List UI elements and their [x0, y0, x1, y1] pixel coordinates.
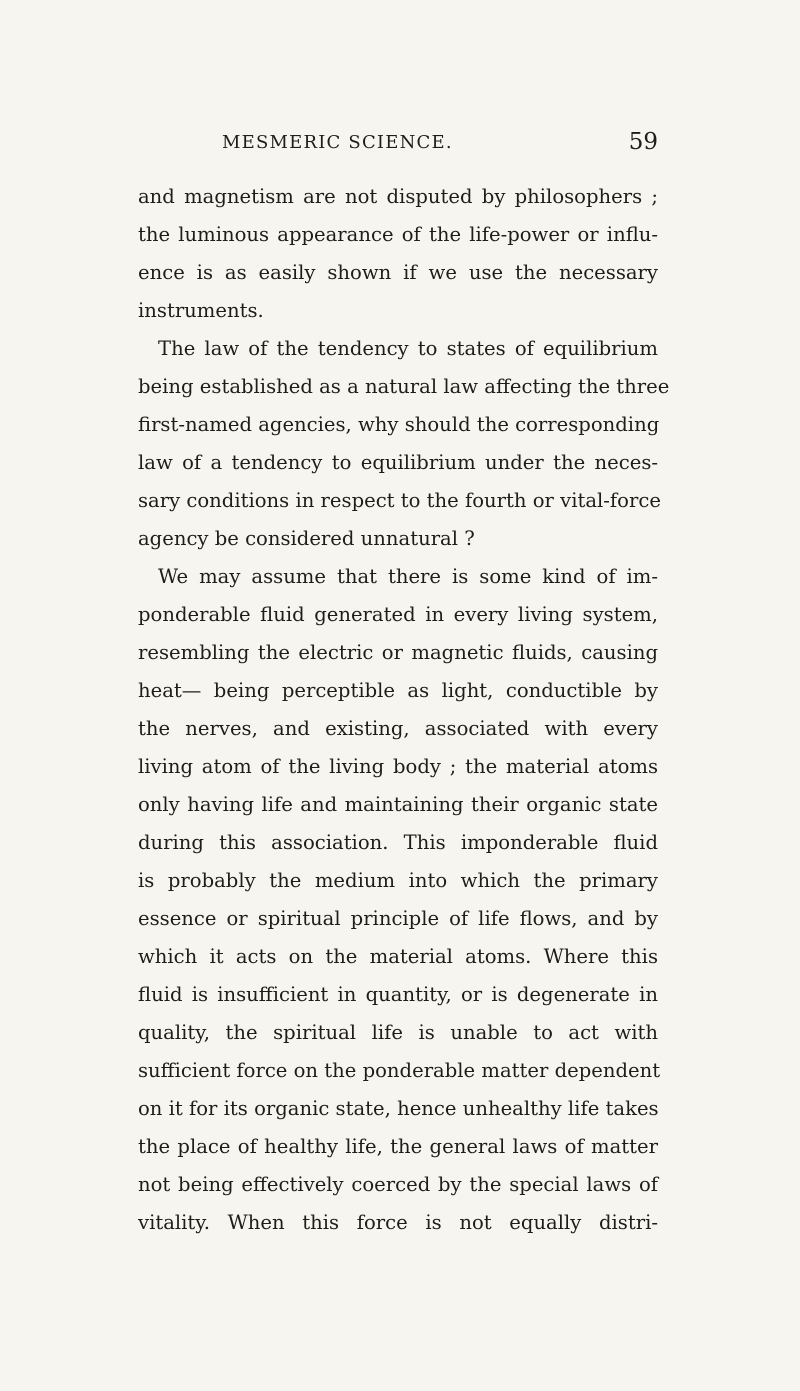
text-line: not being effectively coerced by the special laws of — [138, 1173, 658, 1196]
text-line: sary conditions in respect to the fourth or vital-force — [138, 489, 661, 512]
text-line: sufficient force on the ponderable matter dependent — [138, 1059, 661, 1082]
running-title: MESMERIC SCIENCE. — [222, 132, 453, 153]
text-line: law of a tendency to equilibrium under the neces- — [138, 451, 658, 474]
text-line: essence or spiritual principle of life flows, and by — [138, 907, 658, 930]
text-line: only having life and maintaining their organic state — [138, 793, 658, 816]
text-line: and magnetism are not disputed by philosophers ; — [138, 185, 658, 208]
text-line: which it acts on the material atoms. Where this — [138, 945, 658, 968]
text-line: is probably the medium into which the primary — [138, 869, 658, 892]
text-line: living atom of the living body ; the material atoms — [138, 755, 658, 778]
page-number: 59 — [628, 129, 658, 155]
text-line: the nerves, and existing, associated with every — [138, 717, 658, 740]
text-line: during this association. This imponderable fluid — [138, 831, 658, 854]
text-line: instruments. — [138, 299, 264, 322]
running-head — [222, 129, 658, 162]
text-line: heat— being perceptible as light, conductible by — [138, 679, 658, 702]
text-line: ponderable fluid generated in every living system, — [138, 603, 658, 626]
text-line: being established as a natural law affecting the three — [138, 375, 670, 398]
text-line: vitality. When this force is not equally distri- — [138, 1211, 658, 1234]
text-line: ence is as easily shown if we use the necessary — [138, 261, 658, 284]
text-line: quality, the spiritual life is unable to act with — [138, 1021, 658, 1044]
text-line: the place of healthy life, the general laws of matter — [138, 1135, 658, 1158]
text-line: the luminous appearance of the life-power or influ- — [138, 223, 658, 246]
text-line: fluid is insufficient in quantity, or is degenerate in — [138, 983, 658, 1006]
body-text — [138, 178, 670, 1242]
text-line: on it for its organic state, hence unhealthy life takes — [138, 1097, 659, 1120]
text-line: first-named agencies, why should the corresponding — [138, 413, 660, 436]
text-line: The law of the tendency to states of equilibrium — [158, 337, 658, 360]
text-line: We may assume that there is some kind of im- — [158, 565, 658, 588]
text-line: resembling the electric or magnetic fluids, causing — [138, 641, 658, 664]
text-line: agency be considered unnatural ? — [138, 527, 475, 550]
